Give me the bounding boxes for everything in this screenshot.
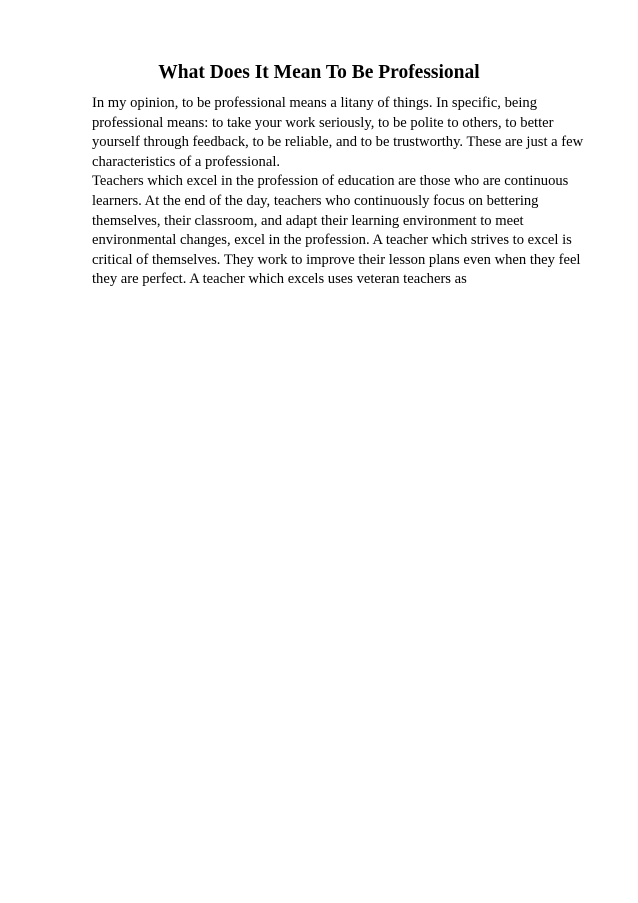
document-title: What Does It Mean To Be Professional [158, 62, 480, 83]
paragraph-1: In my opinion, to be professional means a litany of things. In specific, being professional means: to take your work seriously, to be polite to others, to better yourself through feedback, to be reliable, and to be trustworthy. These are just a few characteristics of a professional. [92, 95, 584, 170]
paragraph-2: Teachers which excel in the profession of education are those who are continuous learners. At the end of the day, teachers who continuously focus on bettering themselves, their classroom, and adapt their learning environment to meet environmental changes, excel in the profession. A teacher which strives to excel is critical of themselves. They work to improve their lesson plans even when they feel they are perfect. A teacher which excels uses veteran teachers as [92, 173, 581, 288]
document-body [92, 94, 597, 290]
